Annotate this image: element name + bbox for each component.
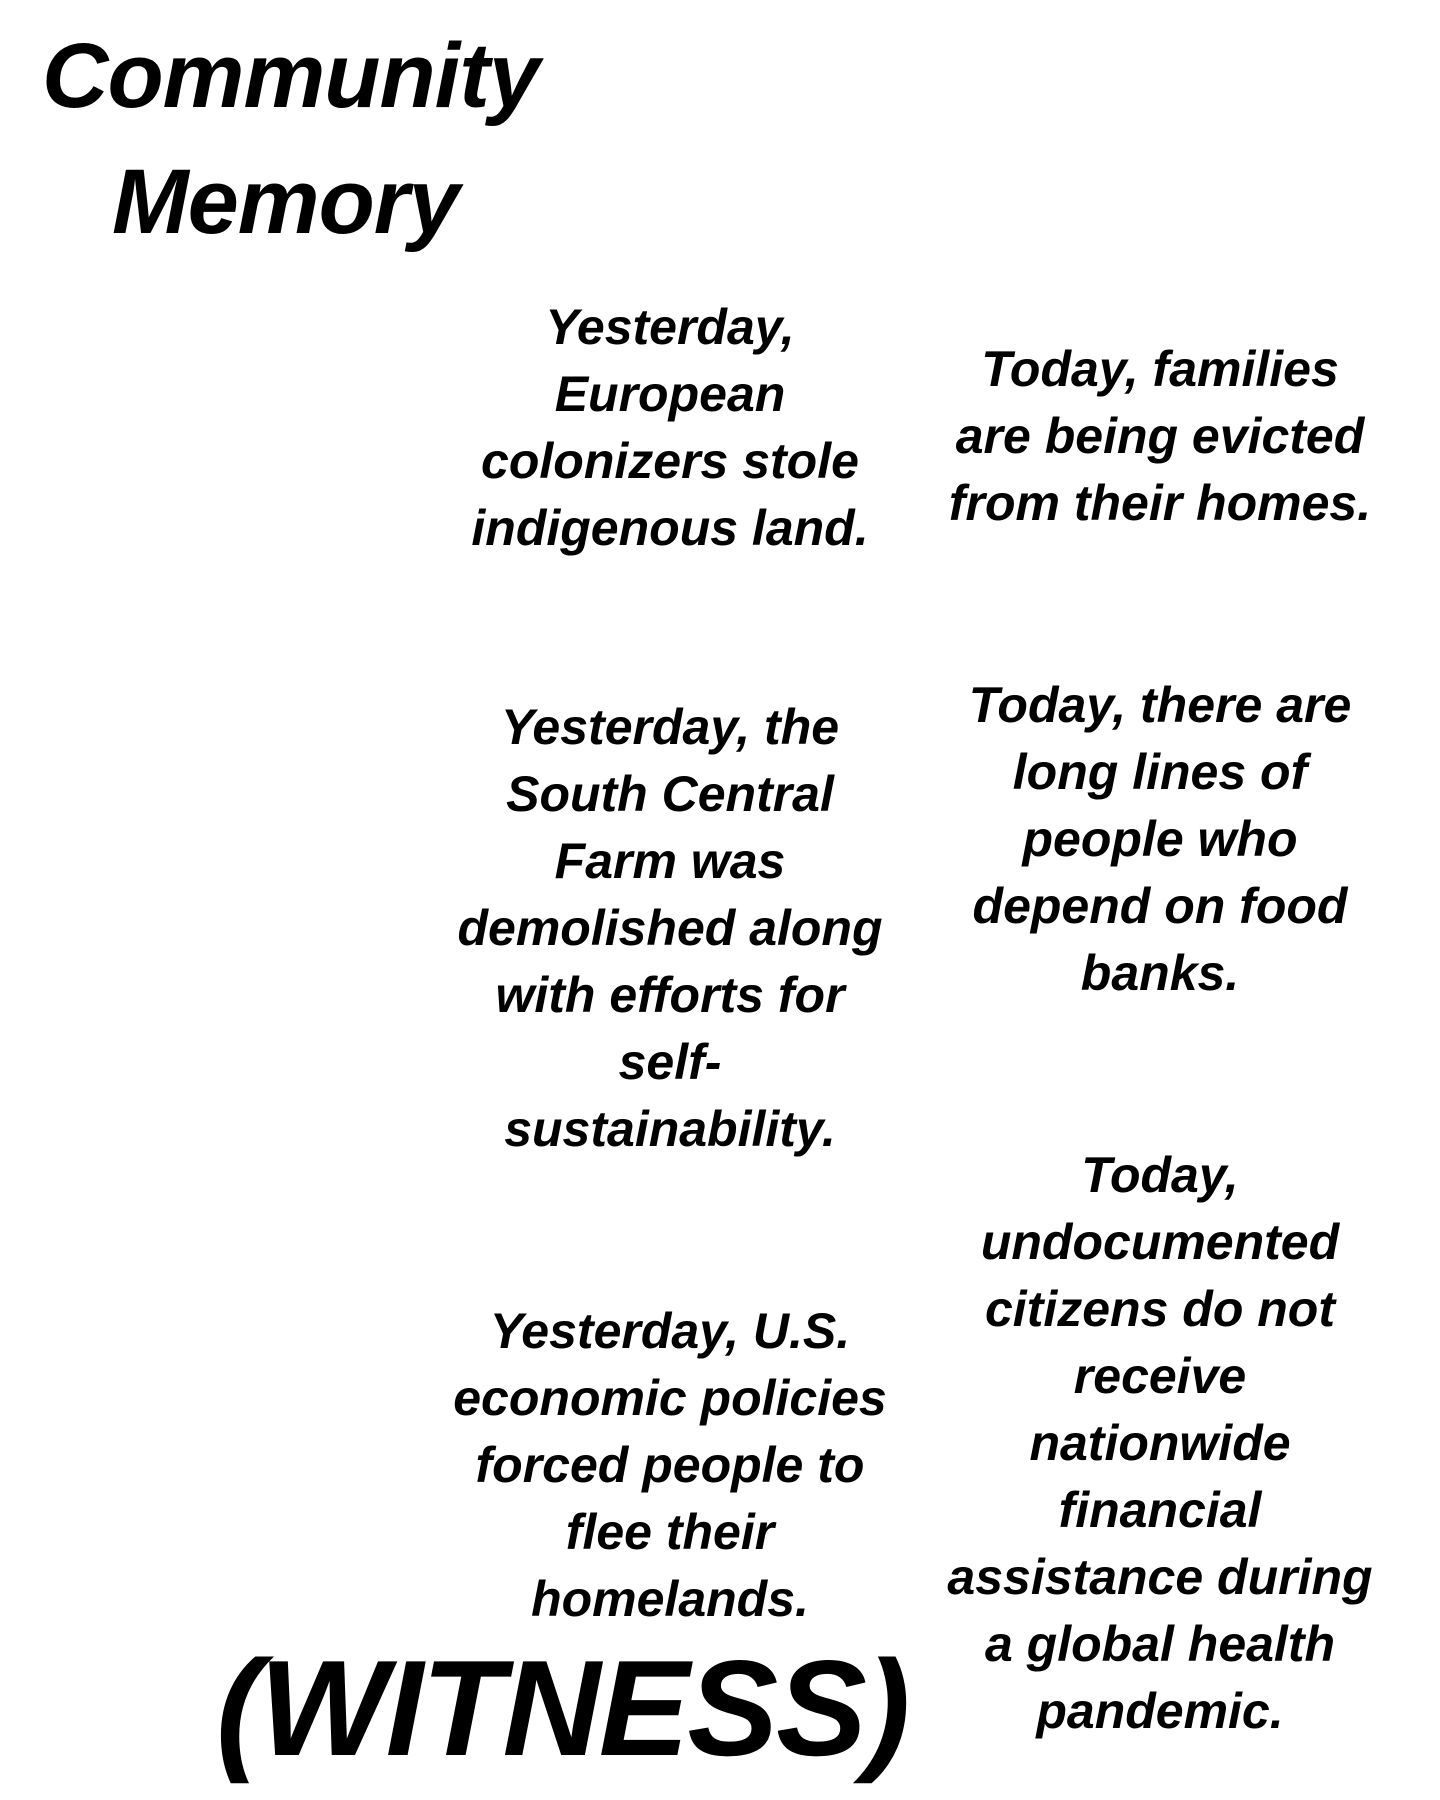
- yesterday-statement-3: Yesterday, U.S. economic policies forced people to flee their homelands.: [453, 1303, 887, 1627]
- today-statement-2: Today, there are long lines of people who depend on food banks.: [968, 677, 1352, 1001]
- yesterday-statement-2: Yesterday, the South Central Farm was demolished along with efforts for self- sustainability.: [457, 699, 883, 1157]
- witness-heading: (WITNESS): [216, 1632, 909, 1784]
- page-title-line-1: Community: [42, 25, 539, 127]
- yesterday-statement-1: Yesterday, European colonizers stole indigenous land.: [471, 299, 869, 556]
- today-statement-1: Today, families are being evicted from their homes.: [948, 341, 1372, 531]
- page-title-line-2: Memory: [112, 151, 459, 253]
- today-statement-3: Today, undocumented citizens do not receive nationwide financial assistance during a global health pandemic.: [947, 1147, 1373, 1739]
